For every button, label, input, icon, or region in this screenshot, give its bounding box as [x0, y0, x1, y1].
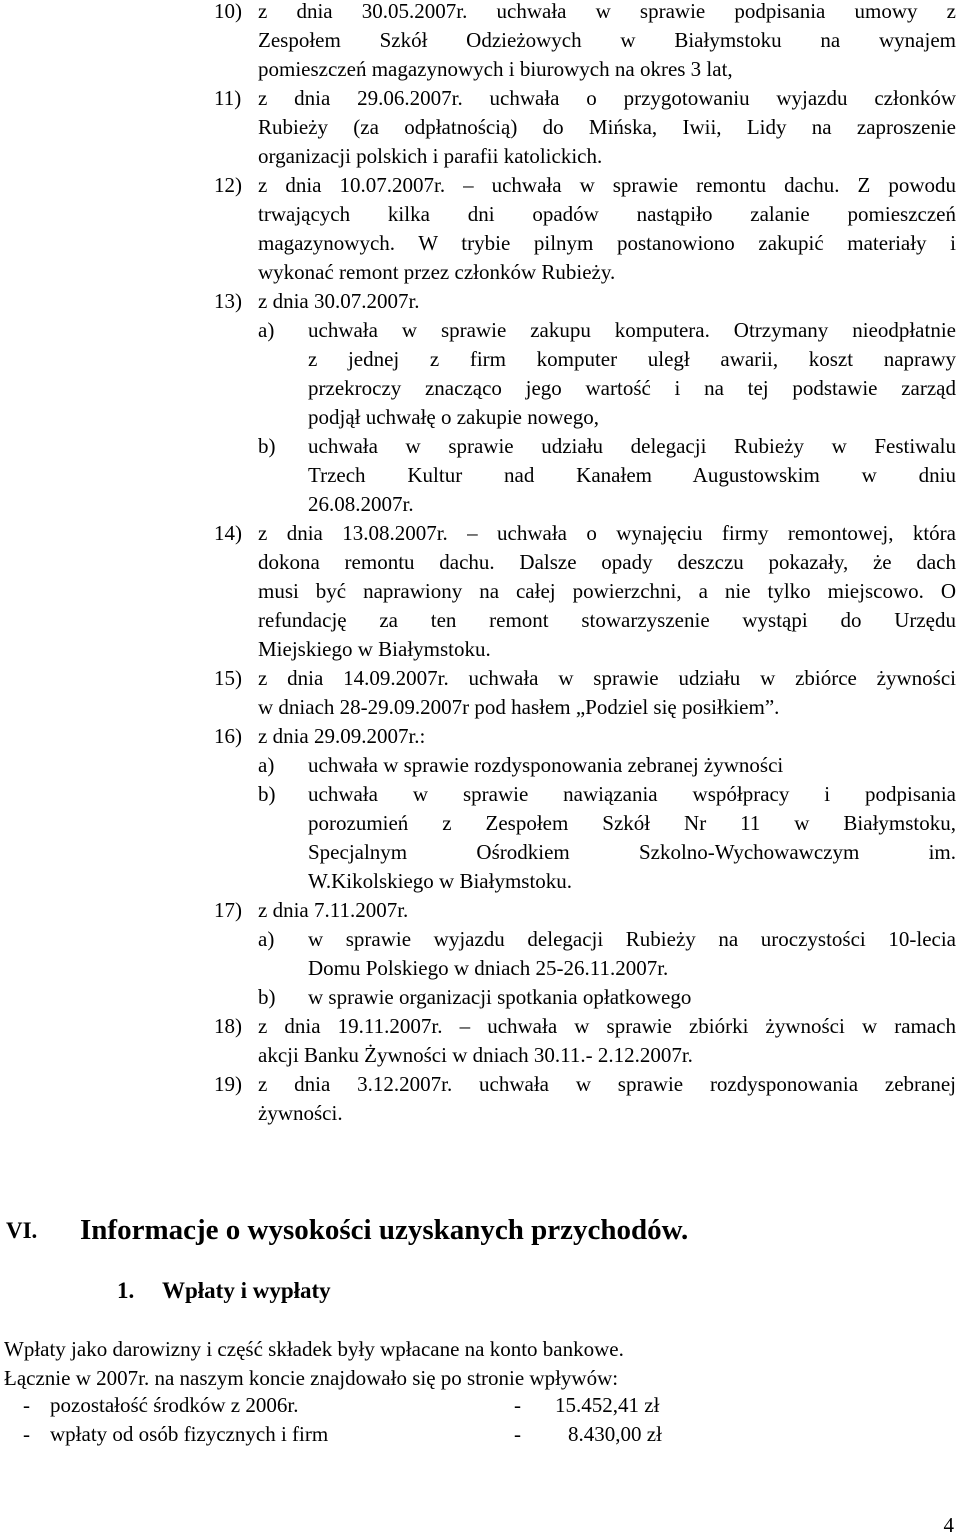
text-line: Trzech Kultur nad Kanałem Augustowskim w dniu [308, 463, 956, 487]
list-item-number: 12) [214, 173, 242, 197]
text-line: magazynowych. W trybie pilnym postanowiono zakupić materiały i [258, 231, 956, 255]
text-line: z dnia 30.05.2007r. uchwała w sprawie podpisania umowy z [258, 0, 956, 23]
text-line: Zespołem Szkół Odzieżowych w Białymstoku na wynajem [258, 28, 956, 52]
text-line: z dnia 29.09.2007r.: [258, 724, 426, 748]
text-line: przekroczy znacząco jego wartość i na tej podstawie zarząd [308, 376, 956, 400]
sub-item-label: b) [258, 985, 276, 1009]
text-line: wykonać remont przez członków Rubieży. [258, 260, 616, 284]
entry-dash: - [23, 1422, 30, 1446]
entry-label: pozostałość środków z 2006r. [50, 1393, 299, 1417]
list-item-text [258, 171, 956, 287]
sub-item-text [308, 432, 956, 519]
list-item-text [258, 0, 956, 84]
sub-item-label: a) [258, 927, 275, 951]
text-line: z dnia 3.12.2007r. uchwała w sprawie rozdysponowania zebranej [258, 1072, 956, 1096]
text-line: z dnia 30.07.2007r. [258, 289, 420, 313]
text-line: podjął uchwałę o zakupie nowego, [308, 405, 599, 429]
list-item-number: 10) [214, 0, 242, 23]
list-item-number: 18) [214, 1014, 242, 1038]
entry-separator: - [514, 1393, 521, 1417]
text-line: akcji Banku Żywności w dniach 30.11.- 2.12.2007r. [258, 1043, 693, 1067]
text-line: porozumień z Zespołem Szkół Nr 11 w Białymstoku, [308, 811, 956, 835]
text-line: Domu Polskiego w dniach 25-26.11.2007r. [308, 956, 669, 980]
text-line: żywności. [258, 1101, 343, 1125]
paragraph-total: Łącznie w 2007r. na naszym koncie znajdowało się po stronie wpływów: [4, 1366, 619, 1390]
text-line: trwających kilka dni opadów nastąpiło zalanie pomieszczeń [258, 202, 956, 226]
list-item-number: 14) [214, 521, 242, 545]
text-line: z jednej z firm komputer uległ awarii, koszt naprawy [308, 347, 956, 371]
list-item-text [258, 722, 956, 751]
entry-dash: - [23, 1393, 30, 1417]
section-number: VI. [6, 1218, 38, 1243]
sub-item-label: b) [258, 782, 276, 806]
text-line: uchwała w sprawie udziału delegacji Rubieży w Festiwalu [308, 434, 956, 458]
sub-item-text [308, 316, 956, 432]
text-line: uchwała w sprawie nawiązania współpracy i podpisania [308, 782, 956, 806]
sub-item-label: a) [258, 318, 275, 342]
subsection-number: 1. [117, 1278, 135, 1303]
text-line: uchwała w sprawie rozdysponowania zebranej żywności [308, 753, 784, 777]
text-line: z dnia 14.09.2007r. uchwała w sprawie udziału w zbiórce żywności [258, 666, 956, 690]
text-line: w sprawie organizacji spotkania opłatkowego [308, 985, 692, 1009]
text-line: pomieszczeń magazynowych i biurowych na okres 3 lat, [258, 57, 733, 81]
list-item-text [258, 519, 956, 664]
text-line: z dnia 13.08.2007r. – uchwała o wynajęciu firmy remontowej, która [258, 521, 956, 545]
list-item-number: 17) [214, 898, 242, 922]
list-item-text [258, 896, 956, 925]
text-line: Rubieży (za odpłatnością) do Mińska, Iwii, Lidy na zaproszenie [258, 115, 956, 139]
text-line: musi być naprawiony na całej powierzchni, a nie tylko miejscowo. O [258, 579, 956, 603]
sub-item-label: a) [258, 753, 275, 777]
text-line: dokona remontu dachu. Dalsze opady deszczu pokazały, że dach [258, 550, 956, 574]
list-item-number: 16) [214, 724, 242, 748]
text-line: z dnia 7.11.2007r. [258, 898, 409, 922]
list-item-number: 11) [214, 86, 242, 110]
paragraph-donations: Wpłaty jako darowizny i część składek były wpłacane na konto bankowe. [4, 1337, 624, 1361]
page-number: 4 [943, 1513, 954, 1537]
text-line: z dnia 29.06.2007r. uchwała o przygotowaniu wyjazdu członków [258, 86, 956, 110]
sub-item-text [308, 983, 956, 1012]
list-item-text [258, 84, 956, 171]
sub-item-text [308, 925, 956, 983]
text-line: refundację za ten remont stowarzyszenie wystąpi do Urzędu [258, 608, 956, 632]
list-item-text [258, 1012, 956, 1070]
sub-item-text [308, 780, 956, 896]
entry-amount: 8.430,00 zł [568, 1422, 662, 1446]
sub-item-text [308, 751, 956, 780]
text-line: z dnia 10.07.2007r. – uchwała w sprawie remontu dachu. Z powodu [258, 173, 956, 197]
entry-label: wpłaty od osób fizycznych i firm [50, 1422, 329, 1446]
list-item-number: 13) [214, 289, 242, 313]
text-line: organizacji polskich i parafii katolickich. [258, 144, 603, 168]
list-item-number: 19) [214, 1072, 242, 1096]
text-line: 26.08.2007r. [308, 492, 414, 516]
text-line: W.Kikolskiego w Białymstoku. [308, 869, 573, 893]
list-item-text [258, 287, 956, 316]
text-line: z dnia 19.11.2007r. – uchwała w sprawie zbiórki żywności w ramach [258, 1014, 956, 1038]
list-item-text [258, 1070, 956, 1128]
list-item-number: 15) [214, 666, 242, 690]
subsection-title: Wpłaty i wypłaty [162, 1278, 331, 1303]
text-line: Specjalnym Ośrodkiem Szkolno-Wychowawczym im. [308, 840, 956, 864]
entry-amount: 15.452,41 zł [555, 1393, 660, 1417]
text-line: uchwała w sprawie zakupu komputera. Otrzymany nieodpłatnie [308, 318, 956, 342]
text-line: w sprawie wyjazdu delegacji Rubieży na uroczystości 10-lecia [308, 927, 956, 951]
section-title: Informacje o wysokości uzyskanych przychodów. [80, 1214, 689, 1246]
text-line: Miejskiego w Białymstoku. [258, 637, 491, 661]
text-line: w dniach 28-29.09.2007r pod hasłem „Podziel się posiłkiem”. [258, 695, 780, 719]
sub-item-label: b) [258, 434, 276, 458]
list-item-text [258, 664, 956, 722]
entry-separator: - [514, 1422, 521, 1446]
